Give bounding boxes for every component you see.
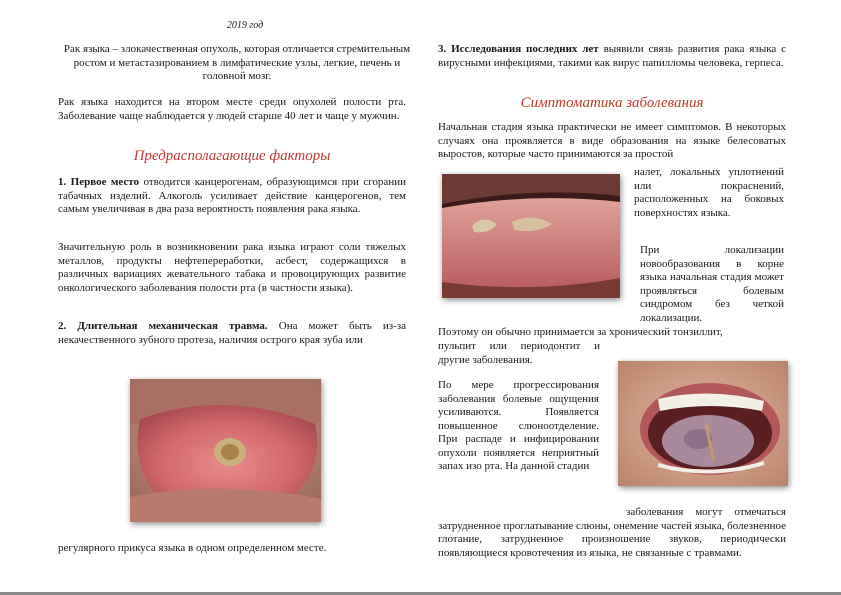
factor-2-paragraph xyxy=(58,320,406,347)
tongue-lesion-photo xyxy=(442,174,620,298)
prevalence-paragraph: Рак языка находится на втором месте среди опухолей полости рта. Заболевание чаще наблюдается у людей старше 40 лет и чаще у мужчин. xyxy=(58,96,406,122)
symptoms-paragraph-1: Начальная стадия языка практически не имеет симптомов. В некоторых случаях она проявляется в виде образования на языке белесоватых выростов, которые часто принимаются за простой xyxy=(438,121,786,160)
factor-2-title: 2. Длительная механическая травма. xyxy=(58,320,268,332)
symptoms-paragraph-2-line: Поэтому он обычно принимается за хронический тонзиллит, xyxy=(438,326,723,338)
factor-1-text: отводится канцерогенам, образующимся при сгорании табачных изделий. Алкоголь усиливает действие канцерогенов, тем самым увеличивая в два раза вероятность появления рака языка. xyxy=(58,176,406,215)
factor-1-title: 1. Первое место xyxy=(58,176,140,188)
factor-2-text: Она может быть из-за некачественного зубного протеза, наличия острого края зуба или xyxy=(58,320,406,346)
factor-1-more-paragraph: Значительную роль в возникновении рака языка играют соли тяжелых металлов, продукты нефтепереработки, асбест, содержащихся в различных вариациях жевательного табака и провоцирующих развитие онкологического заболевания полости рта (в частности языка). xyxy=(58,241,406,294)
factor-3-paragraph xyxy=(438,43,786,70)
symptoms-paragraph-3: По мере прогрессирования заболевания болевые ощущения усиливаются. Появляется повышенное слюноотделение. При распаде и инфицировании опухоли появляется неприятный запах изо рта. На данной стадии xyxy=(438,379,599,472)
symptoms-wrap-text-1: налет, локальных уплотнений или покраснений, расположенных на боковых поверхностях языка. xyxy=(634,166,784,219)
symptoms-heading: Симптоматика заболевания xyxy=(520,95,704,111)
factor-1-paragraph xyxy=(58,176,406,217)
year-label: 2019 год xyxy=(226,20,264,31)
symptoms-wrap-text-2: При локализации новообразования в корне языка начальная стадия может проявляться болевым синдромом без четкой локализации. xyxy=(640,244,784,324)
open-mouth-photo xyxy=(618,361,788,486)
intro-paragraph: Рак языка – злокачественная опухоль, которая отличается стремительным ростом и метастазированием в лимфатические узлы, легкие, печень и головной мозг. xyxy=(63,43,411,82)
factors-heading: Предрасполагающие факторы xyxy=(133,148,331,164)
symptoms-paragraph-3-end: заболевания могут отмечаться затрудненное проглатывание слюны, онемение частей языка, болезненное глотание, затрудненное произношение звуков, периодически появляющиеся кровотечения из языка, не связанные с травмами. xyxy=(438,506,786,559)
factor-3-title: 3. Исследования последних лет xyxy=(438,43,599,55)
symptoms-paragraph-2-rest: пульпит или периодонтит и другие заболевания. xyxy=(438,340,600,366)
tongue-ulcer-photo xyxy=(130,379,321,522)
factor-2-end-paragraph: регулярного прикуса языка в одном определенном месте. xyxy=(58,542,327,554)
factor-3-text: выявили связь развития рака языка с вирусными инфекциями, такими как вирус папилломы человека, герпеса. xyxy=(438,43,786,69)
